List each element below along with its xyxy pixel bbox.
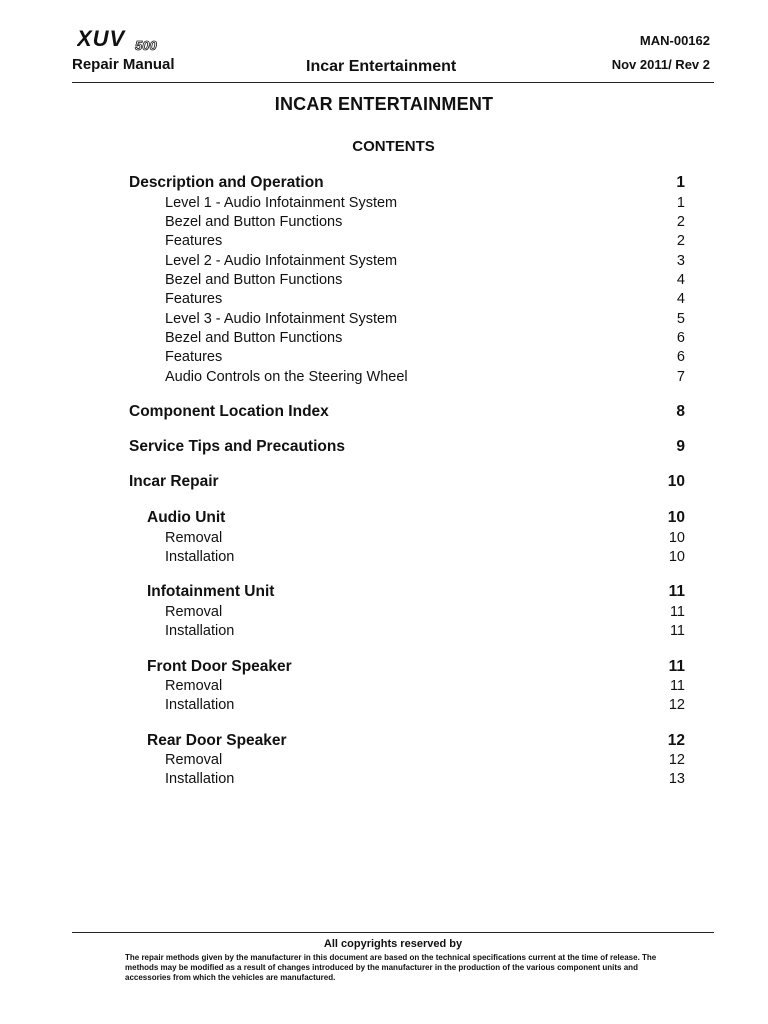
header-section-name: Incar Entertainment bbox=[306, 58, 457, 75]
toc-entry bbox=[165, 233, 685, 249]
toc-entry-page: 10 bbox=[668, 530, 685, 546]
toc-entry-page: 13 bbox=[668, 771, 685, 787]
toc-entry-page: 12 bbox=[668, 697, 685, 713]
toc-entry-label: Installation bbox=[165, 623, 235, 639]
toc-entry bbox=[129, 438, 685, 456]
toc-entry-label: Removal bbox=[165, 752, 223, 768]
toc-entry-page: 4 bbox=[676, 272, 685, 288]
toc-entry-label: Features bbox=[165, 291, 223, 307]
toc-entry-label: Features bbox=[165, 349, 223, 365]
toc-entry-page: 2 bbox=[676, 233, 685, 249]
toc-entry bbox=[165, 549, 685, 565]
toc-entry-page: 2 bbox=[676, 214, 685, 230]
toc-entry-page: 4 bbox=[676, 291, 685, 307]
toc-entry-label: Level 3 - Audio Infotainment System bbox=[165, 311, 398, 327]
toc-entry-label: Rear Door Speaker bbox=[147, 732, 287, 749]
toc-entry bbox=[129, 473, 685, 491]
toc-entry-page: 6 bbox=[676, 330, 685, 346]
toc-entry bbox=[165, 623, 685, 639]
toc-entry-page: 3 bbox=[676, 253, 685, 269]
toc-entry-page: 10 bbox=[667, 509, 685, 526]
toc-entry-label: Audio Unit bbox=[147, 509, 226, 526]
toc-entry bbox=[165, 195, 685, 211]
toc-entry-page: 11 bbox=[668, 658, 685, 675]
page-title: INCAR ENTERTAINMENT bbox=[274, 94, 494, 114]
toc-entry-page: 11 bbox=[669, 604, 685, 620]
toc-entry bbox=[147, 583, 685, 601]
toc-entry bbox=[165, 214, 685, 230]
toc-entry-page: 6 bbox=[676, 349, 685, 365]
toc-entry bbox=[129, 174, 685, 192]
document-number: MAN-00162 bbox=[639, 33, 710, 48]
toc-entry-page: 1 bbox=[676, 195, 685, 211]
toc-entry-label: Component Location Index bbox=[129, 403, 329, 420]
toc-entry bbox=[165, 771, 685, 787]
toc-entry-label: Bezel and Button Functions bbox=[165, 272, 343, 288]
toc-entry-label: Installation bbox=[165, 549, 235, 565]
toc-entry-page: 11 bbox=[669, 623, 685, 639]
toc-entry-page: 12 bbox=[667, 732, 685, 749]
toc-entry-label: Level 1 - Audio Infotainment System bbox=[165, 195, 398, 211]
manual-subtitle: Repair Manual bbox=[72, 56, 175, 73]
toc-entry-label: Removal bbox=[165, 530, 223, 546]
toc-entry-label: Installation bbox=[165, 771, 235, 787]
toc-entry-label: Installation bbox=[165, 697, 235, 713]
toc-entry bbox=[165, 752, 685, 768]
toc-entry-page: 1 bbox=[676, 174, 685, 191]
copyright-notice: All copyrights reserved by bbox=[323, 938, 463, 950]
toc-entry-page: 9 bbox=[676, 438, 685, 455]
toc-entry bbox=[165, 349, 685, 365]
toc-entry bbox=[165, 697, 685, 713]
toc-entry-label: Front Door Speaker bbox=[147, 658, 292, 675]
toc-entry-page: 8 bbox=[676, 403, 685, 420]
contents-heading: CONTENTS bbox=[352, 138, 435, 155]
toc-entry bbox=[165, 253, 685, 269]
toc-entry-page: 5 bbox=[676, 311, 685, 327]
toc-entry bbox=[165, 678, 685, 694]
toc-entry-label: Service Tips and Precautions bbox=[129, 438, 345, 455]
toc-entry-label: Incar Repair bbox=[129, 473, 219, 490]
toc-entry-label: Level 2 - Audio Infotainment System bbox=[165, 253, 398, 269]
toc-entry bbox=[165, 291, 685, 307]
toc-entry bbox=[165, 530, 685, 546]
toc-entry bbox=[165, 369, 685, 385]
toc-entry-label: Description and Operation bbox=[129, 174, 324, 191]
toc-entry bbox=[165, 311, 685, 327]
disclaimer-text: The repair methods given by the manufacturer in this document are based on the technical specifications current at the time of release. The methods may be modified as a result of changes introduced by the manufacturer in the production of the various component units and accessories from which the vehicles are manufactured. bbox=[125, 953, 657, 982]
toc-entry-page: 12 bbox=[668, 752, 685, 768]
svg-text:500: 500 bbox=[135, 38, 157, 52]
toc-entry bbox=[165, 330, 685, 346]
toc-entry bbox=[165, 272, 685, 288]
svg-text:XUV: XUV bbox=[77, 28, 126, 51]
toc-entry-label: Audio Controls on the Steering Wheel bbox=[165, 369, 408, 385]
toc-entry-label: Infotainment Unit bbox=[147, 583, 275, 600]
toc-entry-page: 11 bbox=[668, 583, 685, 600]
toc-entry-label: Bezel and Button Functions bbox=[165, 330, 343, 346]
toc-entry-label: Features bbox=[165, 233, 223, 249]
toc-entry bbox=[147, 509, 685, 527]
toc-entry bbox=[165, 604, 685, 620]
toc-entry-page: 10 bbox=[668, 549, 685, 565]
toc-entry-page: 11 bbox=[669, 678, 685, 694]
toc-entry-page: 7 bbox=[676, 369, 685, 385]
toc-entry-page: 10 bbox=[667, 473, 685, 490]
toc-entry bbox=[147, 732, 685, 750]
revision-date: Nov 2011/ Rev 2 bbox=[611, 57, 710, 72]
toc-entry-label: Bezel and Button Functions bbox=[165, 214, 343, 230]
toc-entry-label: Removal bbox=[165, 604, 223, 620]
toc-entry-label: Removal bbox=[165, 678, 223, 694]
toc-entry bbox=[147, 658, 685, 676]
toc-entry bbox=[129, 403, 685, 421]
page-footer bbox=[72, 932, 714, 982]
